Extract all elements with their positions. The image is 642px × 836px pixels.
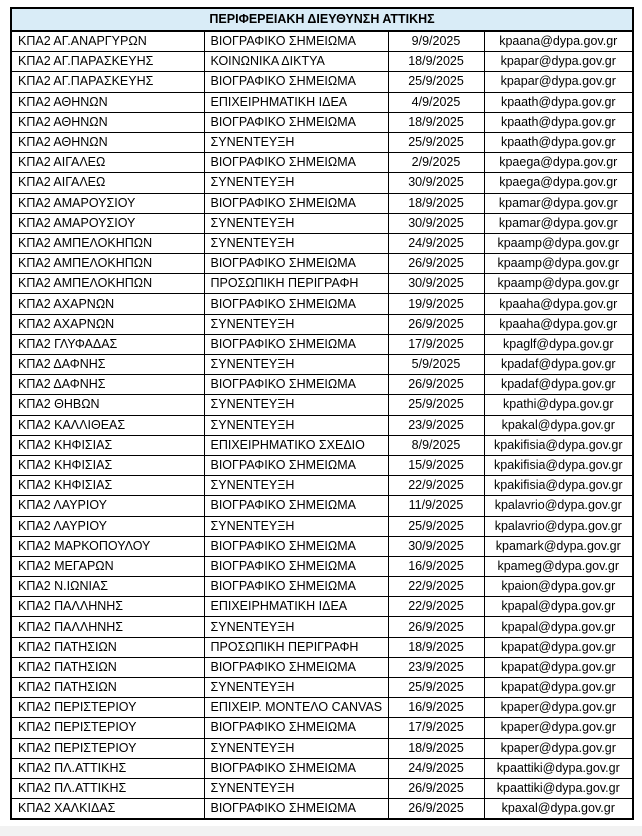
date-cell: 30/9/2025 <box>388 274 484 294</box>
date-cell: 26/9/2025 <box>388 778 484 798</box>
email-cell: kpapar@dypa.gov.gr <box>484 72 633 92</box>
table-row <box>11 455 633 475</box>
table-row <box>11 274 633 294</box>
date-cell: 26/9/2025 <box>388 375 484 395</box>
table-row <box>11 435 633 455</box>
date-cell: 5/9/2025 <box>388 355 484 375</box>
table-row <box>11 738 633 758</box>
date-cell: 23/9/2025 <box>388 415 484 435</box>
date-cell: 17/9/2025 <box>388 718 484 738</box>
table-row <box>11 355 633 375</box>
topic-cell: ΒΙΟΓΡΑΦΙΚΟ ΣΗΜΕΙΩΜΑ <box>204 455 388 475</box>
email-cell: kpakal@dypa.gov.gr <box>484 415 633 435</box>
office-cell: ΚΠΑ2 ΑΘΗΝΩΝ <box>11 92 204 112</box>
date-cell: 30/9/2025 <box>388 536 484 556</box>
date-cell: 24/9/2025 <box>388 233 484 253</box>
topic-cell: ΣΥΝΕΝΤΕΥΞΗ <box>204 132 388 152</box>
office-cell: ΚΠΑ2 ΠΕΡΙΣΤΕΡΙΟΥ <box>11 698 204 718</box>
schedule-table <box>10 7 634 820</box>
topic-cell: ΕΠΙΧΕΙΡΗΜΑΤΙΚΟ ΣΧΕΔΙΟ <box>204 435 388 455</box>
office-cell: ΚΠΑ2 ΑΓ.ΠΑΡΑΣΚΕΥΗΣ <box>11 52 204 72</box>
date-cell: 26/9/2025 <box>388 799 484 820</box>
email-cell: kpaaha@dypa.gov.gr <box>484 294 633 314</box>
email-cell: kpalavrio@dypa.gov.gr <box>484 516 633 536</box>
topic-cell: ΣΥΝΕΝΤΕΥΞΗ <box>204 738 388 758</box>
email-cell: kpaper@dypa.gov.gr <box>484 738 633 758</box>
office-cell: ΚΠΑ2 ΑΜΑΡΟΥΣΙΟΥ <box>11 193 204 213</box>
office-cell: ΚΠΑ2 ΑΙΓΑΛΕΩ <box>11 153 204 173</box>
date-cell: 18/9/2025 <box>388 738 484 758</box>
topic-cell: ΒΙΟΓΡΑΦΙΚΟ ΣΗΜΕΙΩΜΑ <box>204 112 388 132</box>
table-title: ΠΕΡΙΦΕΡΕΙΑΚΗ ΔΙΕΥΘΥΝΣΗ ΑΤΤΙΚΗΣ <box>11 8 633 31</box>
email-cell: kpaglf@dypa.gov.gr <box>484 334 633 354</box>
email-cell: kpapat@dypa.gov.gr <box>484 657 633 677</box>
date-cell: 26/9/2025 <box>388 617 484 637</box>
office-cell: ΚΠΑ2 Ν.ΙΩΝΙΑΣ <box>11 577 204 597</box>
topic-cell: ΕΠΙΧΕΙΡΗΜΑΤΙΚΗ ΙΔΕΑ <box>204 92 388 112</box>
date-cell: 25/9/2025 <box>388 395 484 415</box>
email-cell: kpamark@dypa.gov.gr <box>484 536 633 556</box>
email-cell: kpaega@dypa.gov.gr <box>484 173 633 193</box>
email-cell: kpaion@dypa.gov.gr <box>484 577 633 597</box>
date-cell: 8/9/2025 <box>388 435 484 455</box>
office-cell: ΚΠΑ2 ΠΑΛΛΗΝΗΣ <box>11 617 204 637</box>
email-cell: kpalavrio@dypa.gov.gr <box>484 496 633 516</box>
topic-cell: ΠΡΟΣΩΠΙΚΗ ΠΕΡΙΓΡΑΦΗ <box>204 637 388 657</box>
office-cell: ΚΠΑ2 ΛΑΥΡΙΟΥ <box>11 516 204 536</box>
table-row <box>11 637 633 657</box>
email-cell: kpadaf@dypa.gov.gr <box>484 355 633 375</box>
topic-cell: ΒΙΟΓΡΑΦΙΚΟ ΣΗΜΕΙΩΜΑ <box>204 577 388 597</box>
office-cell: ΚΠΑ2 ΚΑΛΛΙΘΕΑΣ <box>11 415 204 435</box>
table-row <box>11 334 633 354</box>
email-cell: kpapar@dypa.gov.gr <box>484 52 633 72</box>
date-cell: 18/9/2025 <box>388 112 484 132</box>
topic-cell: ΣΥΝΕΝΤΕΥΞΗ <box>204 395 388 415</box>
office-cell: ΚΠΑ2 ΠΕΡΙΣΤΕΡΙΟΥ <box>11 738 204 758</box>
date-cell: 30/9/2025 <box>388 173 484 193</box>
date-cell: 9/9/2025 <box>388 31 484 52</box>
email-cell: kpaath@dypa.gov.gr <box>484 112 633 132</box>
date-cell: 11/9/2025 <box>388 496 484 516</box>
table-row <box>11 72 633 92</box>
email-cell: kpaper@dypa.gov.gr <box>484 718 633 738</box>
table-row <box>11 193 633 213</box>
email-cell: kpapal@dypa.gov.gr <box>484 597 633 617</box>
email-cell: kpadaf@dypa.gov.gr <box>484 375 633 395</box>
topic-cell: ΒΙΟΓΡΑΦΙΚΟ ΣΗΜΕΙΩΜΑ <box>204 496 388 516</box>
topic-cell: ΕΠΙΧΕΙΡΗΜΑΤΙΚΗ ΙΔΕΑ <box>204 597 388 617</box>
office-cell: ΚΠΑ2 ΑΧΑΡΝΩΝ <box>11 294 204 314</box>
date-cell: 26/9/2025 <box>388 314 484 334</box>
table-row <box>11 536 633 556</box>
date-cell: 17/9/2025 <box>388 334 484 354</box>
topic-cell: ΒΙΟΓΡΑΦΙΚΟ ΣΗΜΕΙΩΜΑ <box>204 334 388 354</box>
date-cell: 25/9/2025 <box>388 72 484 92</box>
email-cell: kpaega@dypa.gov.gr <box>484 153 633 173</box>
topic-cell: ΚΟΙΝΩΝΙΚΑ ΔΙΚΤΥΑ <box>204 52 388 72</box>
table-row <box>11 799 633 820</box>
date-cell: 16/9/2025 <box>388 556 484 576</box>
office-cell: ΚΠΑ2 ΠΑΛΛΗΝΗΣ <box>11 597 204 617</box>
topic-cell: ΒΙΟΓΡΑΦΙΚΟ ΣΗΜΕΙΩΜΑ <box>204 556 388 576</box>
topic-cell: ΣΥΝΕΝΤΕΥΞΗ <box>204 213 388 233</box>
office-cell: ΚΠΑ2 ΘΗΒΩΝ <box>11 395 204 415</box>
topic-cell: ΣΥΝΕΝΤΕΥΞΗ <box>204 778 388 798</box>
date-cell: 19/9/2025 <box>388 294 484 314</box>
topic-cell: ΒΙΟΓΡΑΦΙΚΟ ΣΗΜΕΙΩΜΑ <box>204 193 388 213</box>
table-row <box>11 556 633 576</box>
office-cell: ΚΠΑ2 ΛΑΥΡΙΟΥ <box>11 496 204 516</box>
table-row <box>11 173 633 193</box>
topic-cell: ΒΙΟΓΡΑΦΙΚΟ ΣΗΜΕΙΩΜΑ <box>204 254 388 274</box>
email-cell: kpaattiki@dypa.gov.gr <box>484 778 633 798</box>
date-cell: 16/9/2025 <box>388 698 484 718</box>
date-cell: 22/9/2025 <box>388 597 484 617</box>
email-cell: kpaattiki@dypa.gov.gr <box>484 758 633 778</box>
table-row <box>11 233 633 253</box>
topic-cell: ΒΙΟΓΡΑΦΙΚΟ ΣΗΜΕΙΩΜΑ <box>204 758 388 778</box>
date-cell: 25/9/2025 <box>388 678 484 698</box>
email-cell: kpameg@dypa.gov.gr <box>484 556 633 576</box>
table-row <box>11 395 633 415</box>
table-row <box>11 516 633 536</box>
email-cell: kpapat@dypa.gov.gr <box>484 637 633 657</box>
table-row <box>11 496 633 516</box>
email-cell: kpaper@dypa.gov.gr <box>484 698 633 718</box>
office-cell: ΚΠΑ2 ΓΛΥΦΑΔΑΣ <box>11 334 204 354</box>
email-cell: kpapal@dypa.gov.gr <box>484 617 633 637</box>
topic-cell: ΣΥΝΕΝΤΕΥΞΗ <box>204 355 388 375</box>
email-cell: kpakifisia@dypa.gov.gr <box>484 435 633 455</box>
email-cell: kpaamp@dypa.gov.gr <box>484 274 633 294</box>
topic-cell: ΒΙΟΓΡΑΦΙΚΟ ΣΗΜΕΙΩΜΑ <box>204 31 388 52</box>
date-cell: 25/9/2025 <box>388 132 484 152</box>
topic-cell: ΒΙΟΓΡΑΦΙΚΟ ΣΗΜΕΙΩΜΑ <box>204 799 388 820</box>
email-cell: kpamar@dypa.gov.gr <box>484 193 633 213</box>
topic-cell: ΒΙΟΓΡΑΦΙΚΟ ΣΗΜΕΙΩΜΑ <box>204 72 388 92</box>
date-cell: 2/9/2025 <box>388 153 484 173</box>
table-row <box>11 153 633 173</box>
office-cell: ΚΠΑ2 ΜΑΡΚΟΠΟΥΛΟΥ <box>11 536 204 556</box>
office-cell: ΚΠΑ2 ΑΘΗΝΩΝ <box>11 132 204 152</box>
office-cell: ΚΠΑ2 ΠΛ.ΑΤΤΙΚΗΣ <box>11 758 204 778</box>
table-row <box>11 678 633 698</box>
office-cell: ΚΠΑ2 ΑΘΗΝΩΝ <box>11 112 204 132</box>
date-cell: 25/9/2025 <box>388 516 484 536</box>
email-cell: kpapat@dypa.gov.gr <box>484 678 633 698</box>
office-cell: ΚΠΑ2 ΑΜΠΕΛΟΚΗΠΩΝ <box>11 274 204 294</box>
table-row <box>11 294 633 314</box>
topic-cell: ΣΥΝΕΝΤΕΥΞΗ <box>204 233 388 253</box>
table-row <box>11 758 633 778</box>
table-row <box>11 577 633 597</box>
office-cell: ΚΠΑ2 ΔΑΦΝΗΣ <box>11 375 204 395</box>
date-cell: 26/9/2025 <box>388 254 484 274</box>
topic-cell: ΕΠΙΧΕΙΡ. ΜΟΝΤΕΛΟ CANVAS <box>204 698 388 718</box>
topic-cell: ΒΙΟΓΡΑΦΙΚΟ ΣΗΜΕΙΩΜΑ <box>204 657 388 677</box>
topic-cell: ΣΥΝΕΝΤΕΥΞΗ <box>204 314 388 334</box>
table-row <box>11 213 633 233</box>
email-cell: kpaath@dypa.gov.gr <box>484 92 633 112</box>
office-cell: ΚΠΑ2 ΚΗΦΙΣΙΑΣ <box>11 476 204 496</box>
date-cell: 15/9/2025 <box>388 455 484 475</box>
email-cell: kpathi@dypa.gov.gr <box>484 395 633 415</box>
email-cell: kpaamp@dypa.gov.gr <box>484 233 633 253</box>
topic-cell: ΒΙΟΓΡΑΦΙΚΟ ΣΗΜΕΙΩΜΑ <box>204 536 388 556</box>
topic-cell: ΒΙΟΓΡΑΦΙΚΟ ΣΗΜΕΙΩΜΑ <box>204 375 388 395</box>
table-row <box>11 112 633 132</box>
table-row <box>11 718 633 738</box>
email-cell: kpaamp@dypa.gov.gr <box>484 254 633 274</box>
table-row <box>11 597 633 617</box>
office-cell: ΚΠΑ2 ΑΜΠΕΛΟΚΗΠΩΝ <box>11 254 204 274</box>
topic-cell: ΣΥΝΕΝΤΕΥΞΗ <box>204 516 388 536</box>
topic-cell: ΣΥΝΕΝΤΕΥΞΗ <box>204 173 388 193</box>
office-cell: ΚΠΑ2 ΧΑΛΚΙΔΑΣ <box>11 799 204 820</box>
office-cell: ΚΠΑ2 ΔΑΦΝΗΣ <box>11 355 204 375</box>
email-cell: kpakifisia@dypa.gov.gr <box>484 455 633 475</box>
table-row <box>11 52 633 72</box>
table-row <box>11 657 633 677</box>
office-cell: ΚΠΑ2 ΑΙΓΑΛΕΩ <box>11 173 204 193</box>
office-cell: ΚΠΑ2 ΚΗΦΙΣΙΑΣ <box>11 435 204 455</box>
table-row <box>11 31 633 52</box>
topic-cell: ΣΥΝΕΝΤΕΥΞΗ <box>204 476 388 496</box>
topic-cell: ΒΙΟΓΡΑΦΙΚΟ ΣΗΜΕΙΩΜΑ <box>204 294 388 314</box>
office-cell: ΚΠΑ2 ΠΛ.ΑΤΤΙΚΗΣ <box>11 778 204 798</box>
date-cell: 30/9/2025 <box>388 213 484 233</box>
topic-cell: ΠΡΟΣΩΠΙΚΗ ΠΕΡΙΓΡΑΦΗ <box>204 274 388 294</box>
date-cell: 22/9/2025 <box>388 476 484 496</box>
title-row <box>11 8 633 31</box>
table-row <box>11 92 633 112</box>
topic-cell: ΒΙΟΓΡΑΦΙΚΟ ΣΗΜΕΙΩΜΑ <box>204 718 388 738</box>
office-cell: ΚΠΑ2 ΑΜΠΕΛΟΚΗΠΩΝ <box>11 233 204 253</box>
email-cell: kpaxal@dypa.gov.gr <box>484 799 633 820</box>
office-cell: ΚΠΑ2 ΑΓ.ΠΑΡΑΣΚΕΥΗΣ <box>11 72 204 92</box>
topic-cell: ΣΥΝΕΝΤΕΥΞΗ <box>204 678 388 698</box>
topic-cell: ΒΙΟΓΡΑΦΙΚΟ ΣΗΜΕΙΩΜΑ <box>204 153 388 173</box>
office-cell: ΚΠΑ2 ΚΗΦΙΣΙΑΣ <box>11 455 204 475</box>
office-cell: ΚΠΑ2 ΑΜΑΡΟΥΣΙΟΥ <box>11 213 204 233</box>
table-row <box>11 314 633 334</box>
office-cell: ΚΠΑ2 ΠΑΤΗΣΙΩΝ <box>11 657 204 677</box>
table-row <box>11 415 633 435</box>
table-row <box>11 254 633 274</box>
office-cell: ΚΠΑ2 ΠΑΤΗΣΙΩΝ <box>11 637 204 657</box>
date-cell: 23/9/2025 <box>388 657 484 677</box>
office-cell: ΚΠΑ2 ΑΓ.ΑΝΑΡΓΥΡΩΝ <box>11 31 204 52</box>
table-row <box>11 698 633 718</box>
date-cell: 4/9/2025 <box>388 92 484 112</box>
email-cell: kpamar@dypa.gov.gr <box>484 213 633 233</box>
office-cell: ΚΠΑ2 ΠΑΤΗΣΙΩΝ <box>11 678 204 698</box>
email-cell: kpaaha@dypa.gov.gr <box>484 314 633 334</box>
topic-cell: ΣΥΝΕΝΤΕΥΞΗ <box>204 617 388 637</box>
date-cell: 22/9/2025 <box>388 577 484 597</box>
table-row <box>11 476 633 496</box>
date-cell: 18/9/2025 <box>388 637 484 657</box>
date-cell: 24/9/2025 <box>388 758 484 778</box>
office-cell: ΚΠΑ2 ΠΕΡΙΣΤΕΡΙΟΥ <box>11 718 204 738</box>
table-row <box>11 778 633 798</box>
email-cell: kpaana@dypa.gov.gr <box>484 31 633 52</box>
office-cell: ΚΠΑ2 ΑΧΑΡΝΩΝ <box>11 314 204 334</box>
topic-cell: ΣΥΝΕΝΤΕΥΞΗ <box>204 415 388 435</box>
email-cell: kpakifisia@dypa.gov.gr <box>484 476 633 496</box>
table-body <box>11 8 633 819</box>
bottom-band <box>0 826 642 836</box>
table-row <box>11 617 633 637</box>
table-row <box>11 375 633 395</box>
table-row <box>11 132 633 152</box>
date-cell: 18/9/2025 <box>388 193 484 213</box>
date-cell: 18/9/2025 <box>388 52 484 72</box>
office-cell: ΚΠΑ2 ΜΕΓΑΡΩΝ <box>11 556 204 576</box>
email-cell: kpaath@dypa.gov.gr <box>484 132 633 152</box>
